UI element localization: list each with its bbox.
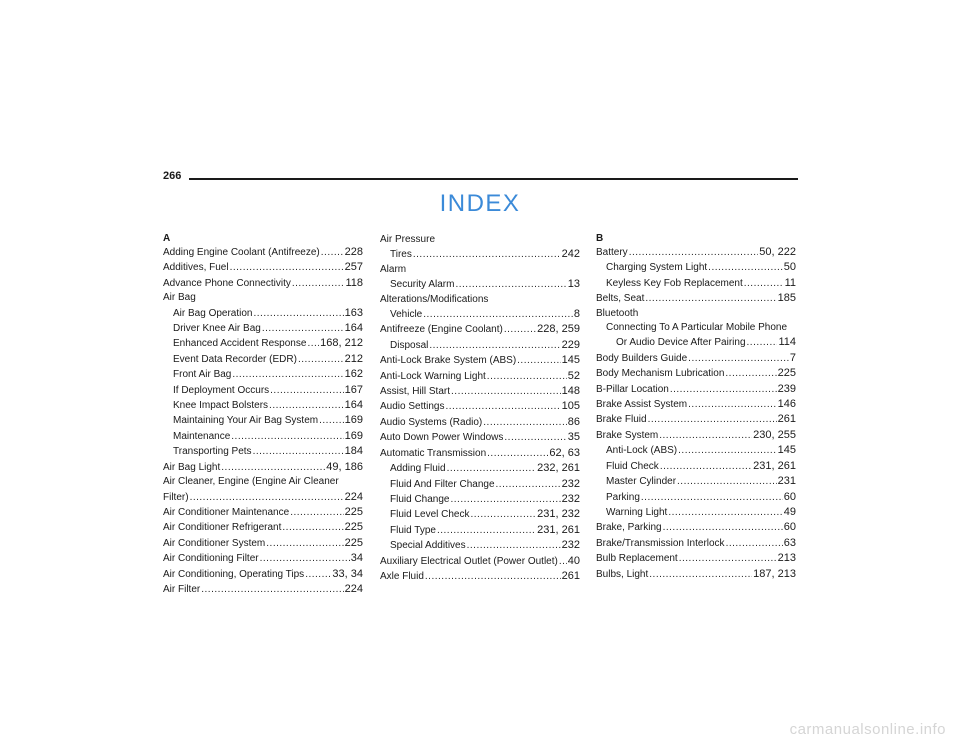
index-entry-term: If Deployment Occurs — [173, 384, 270, 396]
dot-leader — [470, 508, 536, 522]
index-entry-pages: 229 — [561, 338, 580, 351]
index-entry-term: Adding Engine Coolant (Antifreeze) — [163, 247, 320, 258]
index-entry-term: Warning Light — [606, 506, 668, 518]
dot-leader — [670, 383, 777, 397]
index-entry-pages: 60 — [783, 521, 796, 534]
index-entry — [596, 459, 796, 474]
index-entry — [163, 276, 363, 291]
index-entry — [596, 335, 796, 350]
index-entry-pages: 169 — [344, 414, 363, 427]
dot-leader — [496, 478, 561, 492]
index-entry — [163, 582, 363, 597]
dot-leader — [262, 322, 344, 336]
index-entry-pages: 232 — [561, 539, 580, 552]
index-entry-pages: 232 — [561, 477, 580, 490]
index-entry-term: Automatic Transmission — [380, 447, 487, 459]
index-entry — [596, 291, 796, 306]
dot-leader — [253, 445, 344, 459]
index-entry-pages: 33, 34 — [332, 567, 363, 580]
index-entry-term: Or Audio Device After Pairing — [616, 337, 746, 349]
index-entry — [380, 384, 580, 399]
index-entry-term: Special Additives — [390, 540, 466, 552]
index-entry-term: Air Conditioner Maintenance — [163, 506, 290, 518]
dot-leader — [744, 277, 784, 291]
index-entry-pages: 7 — [789, 351, 796, 364]
index-entry-term: Parking — [606, 491, 640, 503]
index-entry — [380, 430, 580, 445]
index-entry-term: Air Conditioner Refrigerant — [163, 522, 282, 534]
index-entry — [596, 505, 796, 520]
dot-leader — [487, 447, 548, 461]
index-entry-pages: 34 — [350, 552, 363, 565]
index-entry-pages: 184 — [344, 445, 363, 458]
index-entry-pages: 224 — [344, 490, 363, 503]
index-heading: Air Cleaner, Engine (Engine Air Cleaner — [163, 476, 339, 488]
index-entry — [163, 444, 363, 459]
index-entry — [163, 352, 363, 367]
index-entry — [380, 446, 580, 461]
dot-leader — [447, 462, 537, 476]
index-entry-pages: 225 — [344, 505, 363, 518]
dot-leader — [451, 385, 561, 399]
index-entry-term: Transporting Pets — [173, 446, 252, 458]
index-entry — [380, 415, 580, 430]
dot-leader — [270, 384, 343, 398]
index-entry — [163, 429, 363, 444]
dot-leader — [221, 461, 325, 475]
watermark-logo: carmanualsonline.info — [789, 721, 946, 738]
dot-leader — [663, 521, 783, 535]
index-entry-pages: 13 — [567, 278, 580, 291]
index-entry-term: Auto Down Power Windows — [380, 432, 504, 444]
dot-leader — [467, 539, 561, 553]
index-entry-pages: 146 — [777, 398, 796, 411]
index-entry — [380, 277, 580, 292]
index-entry — [596, 567, 796, 582]
section-letter: A — [163, 233, 171, 244]
dot-leader — [260, 552, 350, 566]
index-entry-term: Adding Fluid — [390, 463, 446, 475]
index-entry — [380, 369, 580, 384]
index-entry-term: Enhanced Accident Response — [173, 338, 307, 350]
dot-leader — [747, 336, 778, 350]
index-entry-term: Belts, Seat — [596, 293, 645, 305]
index-entry-pages: 148 — [561, 385, 580, 398]
index-entry-term: Filter) — [163, 491, 189, 503]
index-column-3 — [596, 233, 796, 582]
dot-leader — [292, 277, 345, 291]
index-entry — [380, 307, 580, 322]
index-entry-term: Audio Systems (Radio) — [380, 416, 483, 428]
index-entry — [380, 507, 580, 522]
index-entry-pages: 162 — [344, 368, 363, 381]
index-entry — [380, 554, 580, 569]
dot-leader — [455, 278, 566, 292]
index-entry — [163, 505, 363, 520]
index-entry — [596, 351, 796, 366]
index-entry — [596, 490, 796, 505]
index-entry — [163, 567, 363, 582]
dot-leader — [517, 354, 560, 368]
index-entry — [163, 536, 363, 551]
dot-leader — [282, 521, 343, 535]
index-entry-term: Anti-Lock (ABS) — [606, 445, 678, 457]
index-entry-term: Auxiliary Electrical Outlet (Power Outlet) — [380, 555, 558, 567]
index-entry-pages: 231, 261 — [753, 459, 796, 472]
dot-leader — [677, 475, 777, 489]
index-entry-pages: 52 — [567, 369, 580, 382]
index-entry — [596, 428, 796, 443]
index-column-1 — [163, 233, 363, 597]
dot-leader — [708, 261, 783, 275]
index-entry-pages: 187, 213 — [753, 567, 796, 580]
index-entry-term: Brake Fluid — [596, 414, 647, 426]
index-entry-pages: 163 — [344, 306, 363, 319]
index-entry — [596, 245, 796, 260]
index-entry-term: Audio Settings — [380, 401, 445, 413]
dot-leader — [321, 246, 344, 260]
dot-leader — [423, 308, 573, 322]
index-entry — [596, 276, 796, 291]
dot-leader — [254, 307, 344, 321]
index-entry-pages: 168, 212 — [320, 337, 363, 350]
dot-leader — [645, 292, 776, 306]
index-entry — [163, 551, 363, 566]
index-entry — [380, 322, 580, 337]
index-entry-term: Advance Phone Connectivity — [163, 277, 291, 289]
index-entry — [163, 398, 363, 413]
index-entry-pages: 261 — [561, 569, 580, 582]
index-entry-pages: 49, 186 — [326, 460, 363, 473]
index-entry-term: Keyless Key Fob Replacement — [606, 277, 743, 289]
dot-leader — [266, 537, 343, 551]
dot-leader — [429, 339, 560, 353]
index-entry-term: Bulb Replacement — [596, 553, 678, 565]
index-entry — [163, 413, 363, 428]
index-entry-term: B-Pillar Location — [596, 383, 669, 395]
index-entry-term: Event Data Recorder (EDR) — [173, 353, 297, 365]
index-entry-pages: 230, 255 — [753, 428, 796, 441]
index-entry-pages: 169 — [344, 429, 363, 442]
index-entry — [596, 382, 796, 397]
index-entry-term: Brake System — [596, 429, 659, 441]
index-entry — [163, 306, 363, 321]
index-entry — [163, 520, 363, 535]
index-entry-term: Air Bag Light — [163, 461, 221, 473]
index-entry-term: Assist, Hill Start — [380, 386, 451, 398]
index-entry-term: Tires — [390, 249, 412, 261]
index-entry-pages: 62, 63 — [549, 446, 580, 459]
index-entry — [163, 245, 363, 260]
dot-leader — [483, 416, 566, 430]
index-entry-term: Air Filter — [163, 583, 201, 595]
index-entry-term: Charging System Light — [606, 262, 708, 274]
index-entry — [596, 366, 796, 381]
index-entry-pages: 63 — [783, 536, 796, 549]
dot-leader — [201, 583, 343, 597]
index-entry-term: Vehicle — [390, 309, 423, 321]
index-entry-term: Knee Impact Bolsters — [173, 400, 269, 412]
index-entry-term: Disposal — [390, 339, 429, 351]
index-entry-term: Driver Knee Air Bag — [173, 323, 261, 335]
header-rule — [189, 178, 798, 180]
dot-leader — [725, 367, 776, 381]
dot-leader — [413, 248, 561, 262]
index-entry-pages: 50, 222 — [759, 246, 796, 258]
dot-leader — [629, 246, 759, 260]
index-entry-term: Fluid Change — [390, 493, 450, 505]
index-entry-term: Master Cylinder — [606, 476, 677, 488]
index-entry-term: Air Bag Operation — [173, 307, 253, 319]
dot-leader — [648, 413, 777, 427]
index-entry-pages: 261 — [777, 413, 796, 426]
index-heading: Connecting To A Particular Mobile Phone — [606, 322, 788, 334]
dot-leader — [659, 429, 752, 443]
index-entry — [163, 490, 363, 505]
index-entry-pages: 118 — [345, 276, 363, 289]
index-entry-term: Air Conditioner System — [163, 537, 266, 549]
index-entry-term: Brake/Transmission Interlock — [596, 537, 725, 549]
index-entry-term: Additives, Fuel — [163, 262, 229, 274]
index-entry-pages: 145 — [777, 444, 796, 457]
index-entry-pages: 86 — [567, 415, 580, 428]
index-entry-term: Battery — [596, 247, 628, 258]
index-entry-term: Maintaining Your Air Bag System — [173, 415, 319, 427]
index-entry — [596, 260, 796, 275]
index-entry — [380, 569, 580, 584]
index-entry — [380, 353, 580, 368]
index-entry — [380, 538, 580, 553]
index-entry-term: Air Conditioning Filter — [163, 553, 259, 565]
index-entry — [596, 551, 796, 566]
index-entry-term: Security Alarm — [390, 279, 455, 291]
index-heading: Air Pressure — [380, 234, 436, 245]
dot-leader — [504, 431, 566, 445]
dot-leader — [559, 555, 567, 569]
index-entry-pages: 164 — [344, 322, 363, 335]
dot-leader — [446, 400, 561, 414]
index-entry — [163, 367, 363, 382]
index-entry — [380, 523, 580, 538]
index-entry-pages: 232, 261 — [537, 462, 580, 475]
index-entry-pages: 228, 259 — [537, 323, 580, 336]
index-entry-pages: 8 — [573, 308, 580, 321]
index-entry-pages: 49 — [783, 505, 796, 518]
dot-leader — [230, 261, 344, 275]
index-entry-pages: 224 — [344, 582, 363, 595]
index-entry-pages: 225 — [777, 367, 796, 380]
index-entry-term: Fluid Level Check — [390, 509, 470, 521]
dot-leader — [232, 368, 343, 382]
dot-leader — [649, 568, 752, 582]
index-entry-pages: 105 — [561, 400, 580, 413]
dot-leader — [678, 444, 777, 458]
index-entry-pages: 213 — [777, 552, 796, 565]
index-entry — [163, 260, 363, 275]
index-entry — [163, 336, 363, 351]
index-entry-pages: 225 — [344, 521, 363, 534]
index-entry-pages: 60 — [783, 490, 796, 503]
dot-leader — [290, 506, 343, 520]
index-entry-term: Brake Assist System — [596, 399, 688, 411]
index-heading: Alarm — [380, 263, 407, 275]
index-entry — [380, 461, 580, 476]
index-entry — [596, 412, 796, 427]
index-entry — [380, 477, 580, 492]
index-entry-pages: 231, 261 — [537, 523, 580, 536]
index-entry-pages: 225 — [344, 536, 363, 549]
index-entry-term: Brake, Parking — [596, 522, 662, 534]
index-heading: Alterations/Modifications — [380, 293, 489, 305]
dot-leader — [190, 491, 344, 505]
index-entry — [163, 383, 363, 398]
index-entry-term: Body Builders Guide — [596, 352, 688, 364]
index-entry-pages: 35 — [567, 431, 580, 444]
dot-leader — [450, 493, 560, 507]
index-entry-pages: 145 — [561, 354, 580, 367]
dot-leader — [668, 506, 782, 520]
index-entry — [596, 443, 796, 458]
index-entry-pages: 242 — [561, 248, 580, 261]
dot-leader — [487, 370, 567, 384]
dot-leader — [679, 552, 777, 566]
index-entry-pages: 40 — [567, 554, 580, 567]
index-entry-term: Fluid Type — [390, 524, 436, 536]
index-entry-term: Front Air Bag — [173, 369, 232, 381]
index-entry-pages: 231, 232 — [537, 508, 580, 521]
dot-leader — [437, 524, 536, 538]
index-entry — [380, 247, 580, 262]
index-entry-term: Axle Fluid — [380, 570, 424, 582]
dot-leader — [660, 460, 752, 474]
index-entry-term: Bulbs, Light — [596, 568, 649, 580]
index-entry-pages: 239 — [777, 382, 796, 395]
dot-leader — [504, 323, 536, 337]
index-entry-term: Fluid Check — [606, 460, 659, 472]
index-column-2 — [380, 233, 580, 584]
index-entry-pages: 232 — [561, 492, 580, 505]
index-entry — [163, 460, 363, 475]
index-entry-pages: 114 — [778, 336, 796, 349]
index-entry-term: Anti-Lock Warning Light — [380, 370, 486, 382]
dot-leader — [688, 352, 789, 366]
index-entry — [596, 397, 796, 412]
dot-leader — [269, 399, 344, 413]
page-number: 266 — [163, 170, 182, 182]
index-entry — [380, 338, 580, 353]
index-heading: Bluetooth — [596, 307, 639, 319]
index-entry — [380, 399, 580, 414]
index-entry-term: Antifreeze (Engine Coolant) — [380, 324, 503, 336]
dot-leader — [307, 337, 319, 351]
index-entry-term: Body Mechanism Lubrication — [596, 368, 725, 380]
index-entry-term: Air Conditioning, Operating Tips — [163, 568, 305, 580]
index-entry-pages: 164 — [344, 399, 363, 412]
index-entry-pages: 167 — [344, 383, 363, 396]
dot-leader — [641, 491, 783, 505]
index-entry-term: Anti-Lock Brake System (ABS) — [380, 355, 517, 367]
index-title: INDEX — [439, 190, 521, 217]
dot-leader — [688, 398, 777, 412]
dot-leader — [726, 537, 783, 551]
index-entry — [596, 520, 796, 535]
index-entry-pages: 11 — [784, 276, 796, 289]
dot-leader — [305, 568, 331, 582]
index-entry — [163, 321, 363, 336]
index-heading: Air Bag — [163, 292, 196, 304]
index-entry-term: Fluid And Filter Change — [390, 478, 495, 490]
index-entry-pages: 228 — [344, 246, 363, 258]
index-entry — [596, 474, 796, 489]
index-entry — [596, 536, 796, 551]
dot-leader — [298, 353, 344, 367]
index-entry-pages: 257 — [344, 261, 363, 274]
index-entry-pages: 231 — [777, 475, 796, 488]
dot-leader — [231, 430, 343, 444]
index-entry-term: Maintenance — [173, 430, 231, 442]
dot-leader — [425, 570, 561, 584]
index-entry-pages: 185 — [777, 292, 796, 305]
dot-leader — [319, 414, 344, 428]
index-entry-pages: 50 — [783, 261, 796, 274]
index-entry-pages: 212 — [344, 352, 363, 365]
index-entry — [380, 492, 580, 507]
section-letter: B — [596, 233, 604, 244]
